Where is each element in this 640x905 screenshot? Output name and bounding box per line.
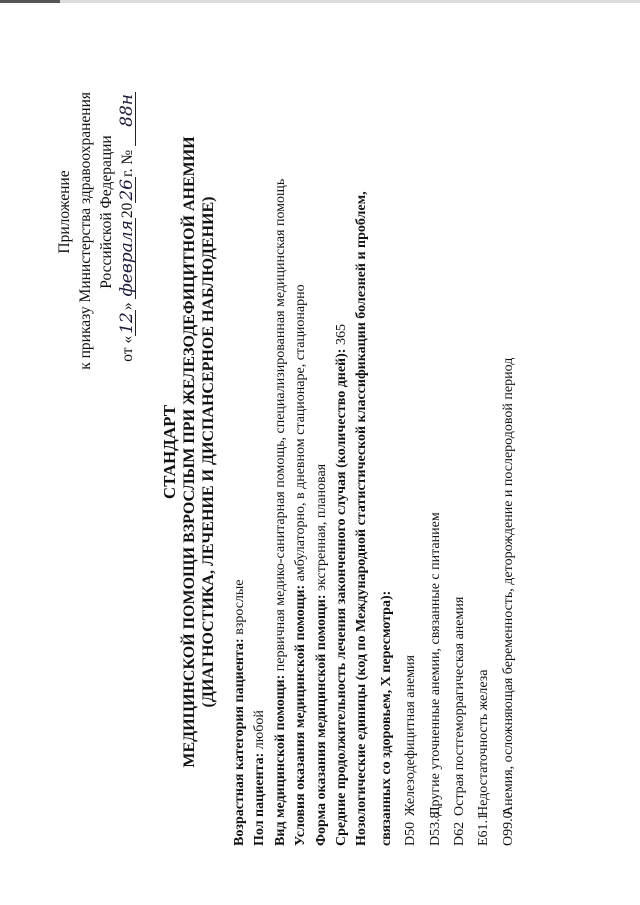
duration-label: Средние продолжительность лечения законченного случая (количество дней): <box>334 348 350 846</box>
standard-heading: СТАНДАРТ <box>160 404 179 500</box>
sex-value: любой <box>252 710 268 753</box>
title-line-2: (ДИАГНОСТИКА, ЛЕЧЕНИЕ И ДИСПАНСЕРНОЕ НАБЛЮДЕНИЕ) <box>200 196 217 708</box>
icd-code: D53.8 <box>427 811 443 846</box>
handwritten-year: 26 <box>117 179 137 201</box>
care-type-value: первичная медико-санитарная помощь, специализированная медицинская помощь <box>272 178 288 675</box>
icd-code-row <box>450 26 470 846</box>
icd-code-row <box>499 26 519 846</box>
care-type-label: Вид медицинской помощи: <box>272 674 288 846</box>
title-line-1: МЕДИЦИНСКОЙ ПОМОЩИ ВЗРОСЛЫМ ПРИ ЖЕЛЕЗОДЕФИЦИТНОЙ АНЕМИИ <box>181 136 198 768</box>
nosology-line-1: Нозологические единицы (код по Международной статистической классификации болезней и проблем, <box>354 191 370 846</box>
nosology-line-2: связанных со здоровьем, X пересмотра): <box>378 590 394 846</box>
appendix-block <box>54 92 138 492</box>
icd-name: Острая постгеморрагическая анемия <box>452 596 468 816</box>
appendix-date-line <box>117 92 138 492</box>
icd-code: D50 <box>403 821 419 846</box>
icd-code: D62 <box>452 821 468 846</box>
handwritten-order-number: 88н <box>119 92 136 146</box>
year-prefix: 20 <box>119 202 136 219</box>
sex-label: Пол пациента: <box>252 752 268 846</box>
age-category-row <box>230 26 250 846</box>
icd-name: Железодефицитная анемия <box>403 655 419 816</box>
icd-code: E61.1 <box>476 812 492 846</box>
icd-code: O99.0 <box>500 811 516 846</box>
conditions-value: амбулаторно, в дневном стационаре, стационарно <box>293 284 309 585</box>
document-title-block <box>160 12 218 892</box>
age-label: Возрастная категория пациента: <box>232 638 247 846</box>
day-suffix: » <box>119 302 136 311</box>
handwritten-month: февраля <box>117 220 137 297</box>
top-edge-rule <box>0 0 640 3</box>
sex-row <box>250 26 270 846</box>
form-row <box>312 26 332 846</box>
conditions-label: Условия оказания медицинской помощи: <box>293 584 309 846</box>
age-value: взрослые <box>232 579 247 639</box>
duration-value: 365 <box>334 324 350 349</box>
rotated-page <box>10 12 630 892</box>
appendix-title: Приложение <box>56 170 73 254</box>
appendix-line-1: к приказу Министерства здравоохранения <box>77 92 94 370</box>
document-body <box>230 26 519 846</box>
year-suffix: г. № <box>119 149 136 178</box>
icd-code-row <box>401 26 421 846</box>
icd-name: Недостаточность железа <box>476 669 492 816</box>
care-type-row <box>271 26 291 846</box>
form-label: Форма оказания медицинской помощи: <box>313 594 329 846</box>
duration-row <box>332 26 352 846</box>
handwritten-day: 12 <box>117 312 137 334</box>
icd-name: Другие уточненные анемии, связанные с питанием <box>427 512 443 816</box>
appendix-line-2: Российской Федерации <box>98 135 115 289</box>
conditions-row <box>291 26 311 846</box>
icd-code-row <box>474 26 494 846</box>
icd-name: Анемия, осложняющая беременность, деторождение и послеродовой период <box>500 357 516 816</box>
date-prefix: от « <box>119 335 136 362</box>
icd-code-row <box>426 26 446 846</box>
form-value: экстренная, плановая <box>313 463 329 595</box>
